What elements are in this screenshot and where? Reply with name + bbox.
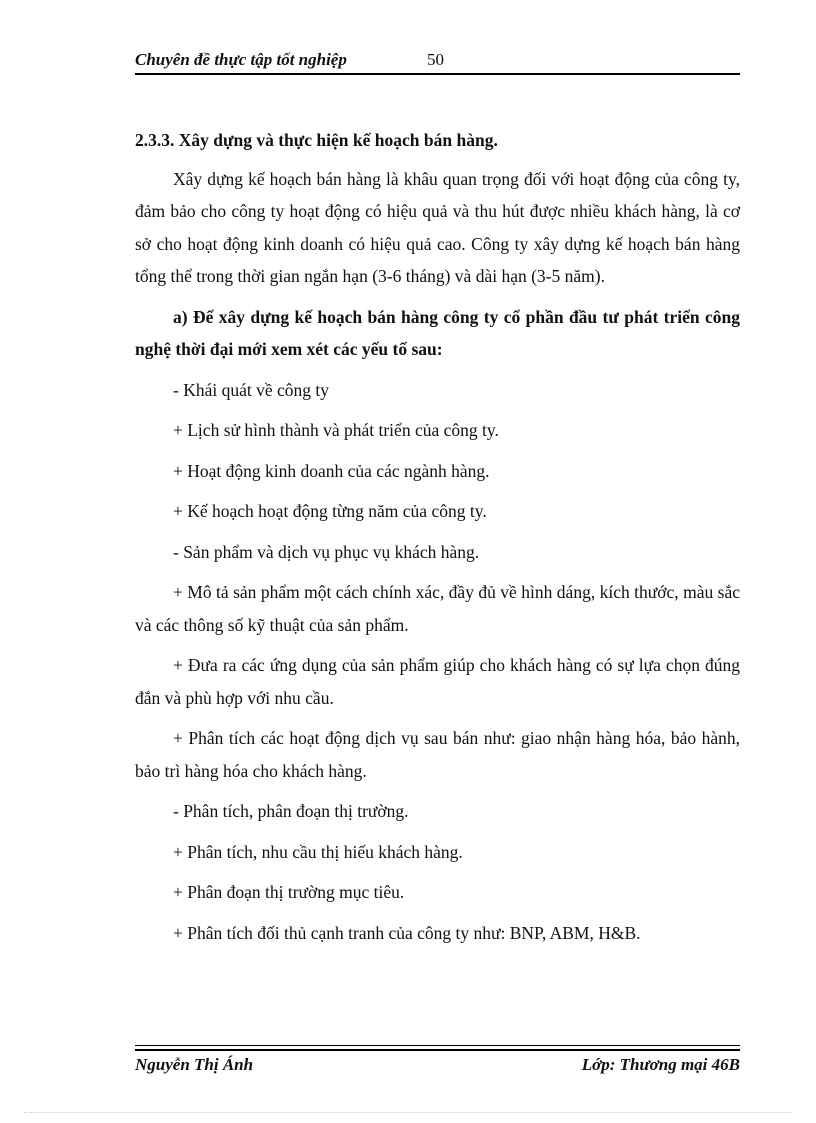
list-item: + Kế hoạch hoạt động từng năm của công ty. [173,501,487,521]
page-body [135,124,740,957]
list-item: + Lịch sử hình thành và phát triển của công ty. [173,420,499,440]
list-item: + Phân đoạn thị trường mục tiêu. [173,882,405,902]
footer-divider [135,1045,740,1051]
subheading-a: a) Để xây dựng kế hoạch bán hàng công ty cổ phần đầu tư phát triển công nghệ thời đại mới xem xét các yếu tố sau: [135,306,740,359]
list-item: + Phân tích đối thủ cạnh tranh của công ty như: BNP, ABM, H&B. [173,922,641,943]
footer-class: Lớp: Thương mại 46B [581,1055,740,1074]
list-item: + Phân tích các hoạt động dịch vụ sau bán như: giao nhận hàng hóa, bảo hành, bảo trì hàng hóa cho khách hàng. [135,728,740,781]
list-item: + Phân tích, nhu cầu thị hiếu khách hàng. [173,841,463,862]
footer-author: Nguyễn Thị Ánh [135,1055,254,1074]
page-header [135,47,740,75]
page-edge-divider [24,1112,792,1113]
intro-paragraph: Xây dựng kế hoạch bán hàng là khâu quan trọng đối với hoạt động của công ty, đảm bảo cho công ty hoạt động có hiệu quả và thu hút được nhiều khách hàng, là cơ sở cho hoạt động kinh doanh có hiệu quả cao. Công ty xây dựng kế hoạch bán hàng tổng thể trong thời gian ngắn hạn (3-6 tháng) và dài hạn (3-5 năm). [135,168,740,286]
list-item: + Hoạt động kinh doanh của các ngành hàng. [173,460,490,481]
document-title: Chuyên đề thực tập tốt nghiệp [135,50,347,69]
list-item: - Khái quát về công ty [173,379,329,400]
section-heading: 2.3.3. Xây dựng và thực hiện kế hoạch bán hàng. [135,130,498,150]
list-item: + Đưa ra các ứng dụng của sản phẩm giúp cho khách hàng có sự lựa chọn đúng đắn và phù hợp với nhu cầu. [135,655,740,708]
list-item: - Phân tích, phân đoạn thị trường. [173,801,409,821]
list-item: - Sản phẩm và dịch vụ phục vụ khách hàng. [173,541,480,562]
list-item: + Mô tả sản phẩm một cách chính xác, đầy đủ về hình dáng, kích thước, màu sắc và các thông số kỹ thuật của sản phẩm. [135,582,740,635]
page-number: 50 [427,50,444,69]
